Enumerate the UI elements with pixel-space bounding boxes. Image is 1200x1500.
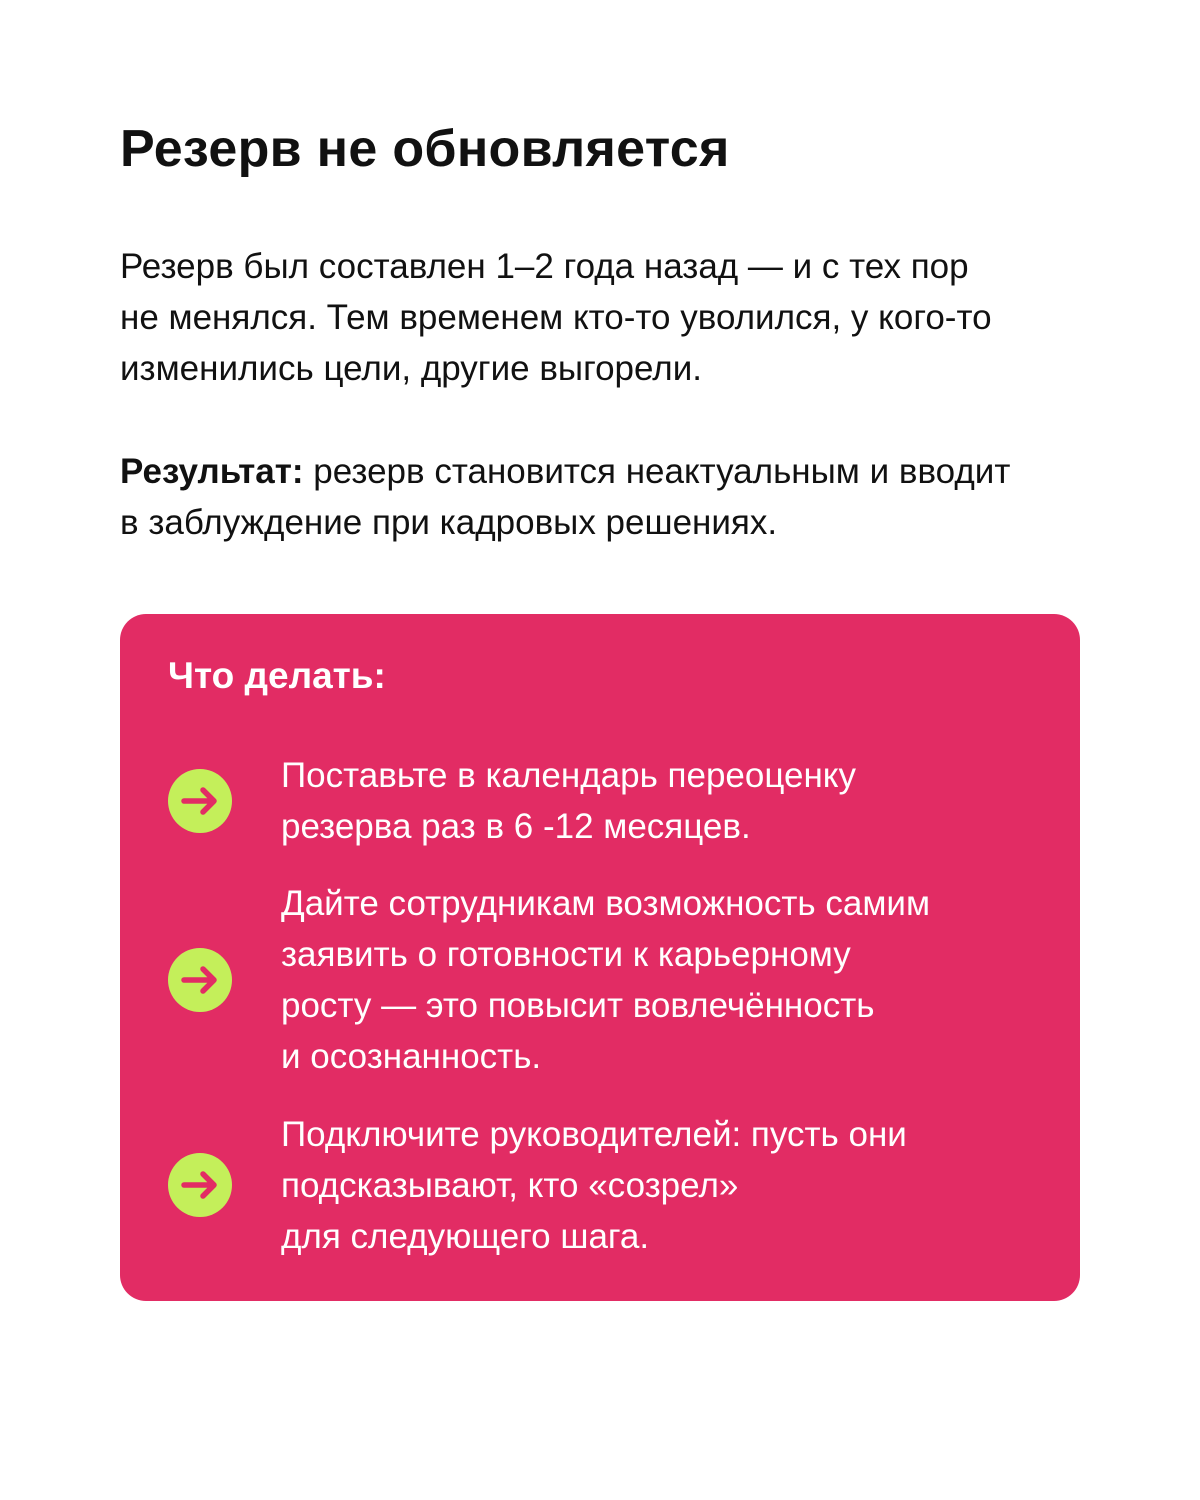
advice-text <box>281 878 930 1082</box>
advice-line: Подключите руководителей: пусть они <box>281 1115 907 1154</box>
arrow-right-icon <box>168 1153 232 1217</box>
page-title: Резерв не обновляется <box>120 120 730 178</box>
advice-line: Дайте сотрудникам возможность самим <box>281 884 931 923</box>
result-text: резерв становится неактуальным и вводит <box>303 452 1011 491</box>
result-line: в заблуждение при кадровых решениях. <box>120 503 778 542</box>
advice-line: Поставьте в календарь переоценку <box>281 756 857 795</box>
intro-line: изменились цели, другие выгорели. <box>120 349 702 388</box>
result-line <box>120 446 1100 497</box>
advice-line: подсказывают, кто «созрел» <box>281 1166 739 1205</box>
what-to-do-card <box>120 614 1080 1301</box>
intro-paragraph <box>120 241 1080 394</box>
intro-line: не менялся. Тем временем кто-то уволился, у кого-то <box>120 298 992 337</box>
advice-line: и осознанность. <box>281 1037 542 1076</box>
advice-text <box>281 750 856 852</box>
advice-line: росту — это повысит вовлечённость <box>281 986 875 1025</box>
card-title: Что делать: <box>168 655 386 696</box>
arrow-right-icon <box>168 769 232 833</box>
result-paragraph <box>120 446 1100 548</box>
result-label: Результат: <box>120 452 304 491</box>
advice-line: резерва раз в 6 -12 месяцев. <box>281 807 751 846</box>
arrow-right-icon <box>168 948 232 1012</box>
advice-line: для следующего шага. <box>281 1217 650 1256</box>
intro-line: Резерв был составлен 1–2 года назад — и с тех пор <box>120 247 969 286</box>
advice-line: заявить о готовности к карьерному <box>281 935 851 974</box>
advice-text <box>281 1109 907 1262</box>
